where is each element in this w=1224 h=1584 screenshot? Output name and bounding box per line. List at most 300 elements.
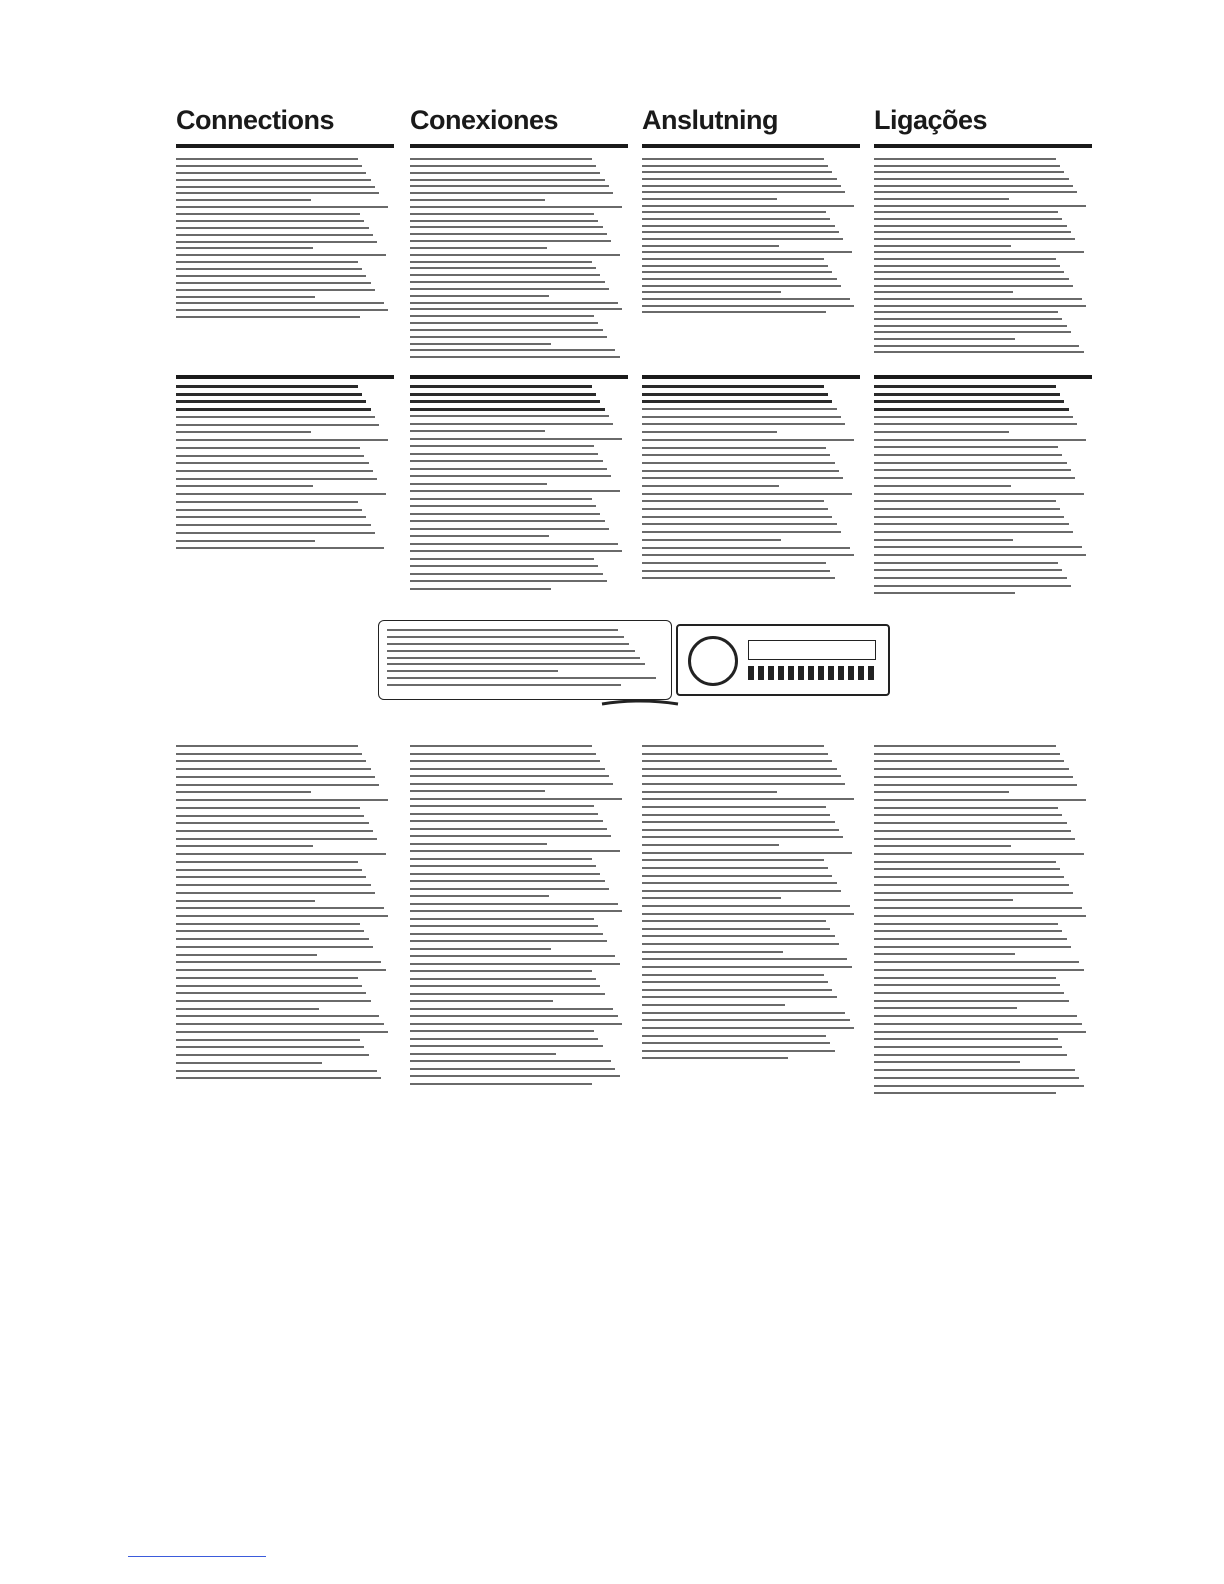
text-line (410, 903, 618, 905)
text-line (874, 423, 1077, 425)
text-line (642, 191, 845, 193)
text-line (410, 445, 594, 447)
text-line (176, 869, 362, 871)
text-line (874, 439, 1086, 441)
text-line (874, 1092, 1056, 1094)
text-line (874, 271, 1064, 273)
text-line (642, 462, 835, 464)
text-line (874, 338, 1015, 340)
text-line (410, 1068, 615, 1070)
text-line (410, 573, 603, 575)
text-line (176, 815, 364, 817)
text-line (176, 234, 373, 236)
text-line (410, 1030, 594, 1032)
text-line (642, 508, 828, 510)
text-line (176, 431, 311, 433)
text-line (642, 1019, 850, 1021)
text-line (176, 1054, 369, 1056)
text-line (642, 1057, 788, 1059)
text-line (642, 829, 839, 831)
text-line (176, 302, 384, 304)
text-line (410, 565, 598, 567)
text-line (874, 431, 1009, 433)
text-line (176, 961, 381, 963)
text-line (874, 211, 1058, 213)
text-line (176, 509, 362, 511)
button-row (748, 666, 874, 680)
text-line (176, 977, 358, 979)
text-line (874, 961, 1079, 963)
text-line (642, 920, 826, 922)
text-line (874, 868, 1060, 870)
text-line (410, 985, 600, 987)
text-line (410, 865, 596, 867)
text-line (874, 539, 1013, 541)
text-line (410, 400, 600, 403)
text-line (410, 760, 600, 762)
text-line (176, 768, 371, 770)
column-title-conexiones: Conexiones (410, 105, 559, 135)
text-line (642, 981, 828, 983)
text-line (642, 218, 830, 220)
text-line (874, 351, 1084, 353)
text-line (176, 206, 388, 208)
text-line (874, 1007, 1017, 1009)
text-line (642, 1004, 785, 1006)
text-line (410, 745, 592, 747)
text-line (642, 1050, 835, 1052)
section-rule (642, 375, 860, 379)
text-line (642, 577, 835, 579)
text-line (176, 985, 362, 987)
text-line (410, 490, 620, 492)
text-line (642, 431, 777, 433)
text-line (874, 516, 1064, 518)
text-line (176, 1077, 381, 1079)
text-line (410, 308, 622, 310)
text-block-col2-mid (410, 385, 624, 595)
text-line (874, 1031, 1086, 1033)
text-block-col4-bottom (874, 745, 1088, 1100)
text-line (410, 185, 609, 187)
caution-callout-box (378, 620, 672, 700)
text-line (874, 1038, 1058, 1040)
text-line (410, 247, 547, 249)
text-line (874, 592, 1015, 594)
text-line (874, 760, 1064, 762)
text-line (410, 513, 600, 515)
text-line (874, 185, 1073, 187)
text-line (642, 814, 830, 816)
text-line (642, 178, 837, 180)
text-line (176, 227, 369, 229)
text-line (176, 969, 386, 971)
text-line (874, 946, 1071, 948)
text-line (874, 930, 1062, 932)
text-line (410, 165, 596, 167)
text-line (176, 892, 375, 894)
text-line (176, 296, 315, 298)
text-line (387, 636, 624, 638)
text-line (410, 1060, 611, 1062)
text-line (410, 1015, 618, 1017)
text-line (410, 888, 609, 890)
text-line (176, 393, 362, 396)
text-block-col4-top (874, 158, 1088, 358)
text-line (410, 955, 615, 957)
text-line (874, 554, 1086, 556)
text-line (874, 1015, 1077, 1017)
text-line (874, 225, 1067, 227)
text-line (410, 475, 611, 477)
text-line (410, 850, 620, 852)
text-line (642, 1012, 845, 1014)
text-line (642, 935, 835, 937)
text-line (176, 186, 375, 188)
text-line (410, 1023, 622, 1025)
text-line (176, 853, 386, 855)
text-line (176, 845, 313, 847)
text-line (176, 158, 358, 160)
text-line (410, 580, 607, 582)
text-line (176, 213, 360, 215)
text-line (642, 913, 854, 915)
text-line (642, 966, 852, 968)
text-line (410, 835, 611, 837)
text-line (874, 238, 1075, 240)
text-block-col1-bottom (176, 745, 390, 1085)
text-line (642, 996, 837, 998)
text-line (874, 178, 1069, 180)
text-line (642, 760, 832, 762)
text-line (642, 500, 824, 502)
text-line (410, 1083, 592, 1085)
text-line (874, 953, 1015, 955)
text-line (642, 1035, 826, 1037)
text-line (642, 454, 830, 456)
text-line (642, 882, 837, 884)
text-line (642, 554, 854, 556)
text-line (642, 393, 828, 396)
text-line (642, 1027, 854, 1029)
text-line (642, 745, 824, 747)
text-line (176, 192, 379, 194)
text-line (874, 838, 1075, 840)
text-line (642, 897, 781, 899)
text-line (176, 900, 315, 902)
text-line (874, 1061, 1020, 1063)
text-line (410, 783, 613, 785)
pointer-arrow-icon (600, 694, 680, 710)
text-line (874, 258, 1056, 260)
title-rule (176, 144, 394, 148)
text-line (874, 1046, 1062, 1048)
text-line (410, 1000, 553, 1002)
text-block-col3-top (642, 158, 856, 318)
text-line (176, 275, 366, 277)
text-block-col3-mid (642, 385, 856, 585)
text-line (874, 776, 1073, 778)
text-line (176, 540, 315, 542)
text-line (642, 271, 832, 273)
text-line (642, 439, 854, 441)
text-line (176, 282, 371, 284)
text-line (176, 1015, 379, 1017)
text-line (874, 546, 1082, 548)
text-line (176, 524, 371, 526)
text-line (874, 462, 1067, 464)
text-line (874, 577, 1067, 579)
text-line (874, 311, 1058, 313)
text-line (176, 923, 360, 925)
text-line (176, 385, 358, 388)
text-line (642, 298, 850, 300)
text-line (874, 745, 1056, 747)
text-line (410, 1038, 598, 1040)
text-line (874, 165, 1060, 167)
text-line (176, 1070, 377, 1072)
text-line (387, 677, 656, 679)
text-line (642, 791, 777, 793)
text-line (642, 821, 835, 823)
text-line (874, 508, 1060, 510)
text-line (176, 1046, 364, 1048)
text-line (410, 468, 607, 470)
text-line (642, 251, 852, 253)
text-line (176, 745, 358, 747)
text-line (642, 844, 779, 846)
text-line (874, 784, 1077, 786)
text-line (410, 192, 613, 194)
text-line (410, 343, 551, 345)
text-line (410, 199, 545, 201)
text-line (874, 1054, 1067, 1056)
text-line (176, 1062, 322, 1064)
text-line (176, 247, 313, 249)
text-line (642, 806, 826, 808)
text-line (387, 629, 618, 631)
text-line (874, 191, 1077, 193)
car-stereo-front-panel-icon (676, 624, 890, 696)
text-line (410, 873, 600, 875)
text-line (410, 790, 545, 792)
text-line (642, 285, 841, 287)
text-line (410, 588, 551, 590)
volume-knob-icon (688, 636, 738, 686)
text-line (410, 213, 594, 215)
text-line (874, 318, 1062, 320)
text-line (874, 853, 1084, 855)
text-line (642, 928, 830, 930)
text-line (642, 305, 854, 307)
text-line (176, 408, 371, 411)
text-line (176, 424, 379, 426)
text-line (642, 238, 843, 240)
text-line (176, 179, 371, 181)
text-line (874, 768, 1069, 770)
text-line (874, 984, 1060, 986)
text-line (176, 830, 373, 832)
text-block-col2-top (410, 158, 624, 363)
text-line (176, 501, 358, 503)
text-line (874, 485, 1011, 487)
text-line (410, 768, 605, 770)
text-line (874, 569, 1062, 571)
text-line (176, 776, 375, 778)
title-rule (874, 144, 1092, 148)
text-line (410, 233, 607, 235)
text-line (410, 281, 605, 283)
text-line (410, 438, 622, 440)
text-line (642, 231, 839, 233)
title-rule (642, 144, 860, 148)
section-rule (874, 375, 1092, 379)
text-line (410, 820, 603, 822)
text-line (642, 416, 841, 418)
text-line (874, 562, 1058, 564)
title-rule (410, 144, 628, 148)
text-line (642, 205, 854, 207)
text-line (176, 876, 366, 878)
text-line (874, 861, 1056, 863)
text-line (874, 523, 1069, 525)
text-block-col1-top (176, 158, 390, 323)
text-line (642, 1042, 830, 1044)
text-line (642, 943, 839, 945)
text-line (410, 558, 594, 560)
text-line (176, 799, 388, 801)
text-line (874, 753, 1060, 755)
text-line (176, 165, 362, 167)
text-line (642, 958, 847, 960)
text-line (410, 423, 613, 425)
text-line (874, 385, 1056, 388)
text-line (874, 393, 1060, 396)
text-line (410, 206, 622, 208)
text-line (874, 1023, 1082, 1025)
text-line (642, 493, 852, 495)
text-line (642, 989, 832, 991)
text-line (642, 477, 843, 479)
text-line (176, 455, 364, 457)
text-line (874, 799, 1086, 801)
column-title-connections: Connections (176, 105, 335, 135)
text-line (642, 291, 781, 293)
text-line (642, 753, 828, 755)
text-line (642, 385, 824, 388)
text-line (874, 884, 1069, 886)
text-line (874, 807, 1058, 809)
text-line (874, 218, 1062, 220)
text-line (642, 951, 783, 953)
text-line (410, 393, 596, 396)
text-block-col3-bottom (642, 745, 856, 1065)
text-line (176, 485, 313, 487)
text-line (874, 331, 1071, 333)
text-line (410, 895, 549, 897)
text-line (410, 505, 596, 507)
text-line (642, 225, 835, 227)
text-line (410, 498, 592, 500)
text-line (176, 416, 375, 418)
text-line (642, 211, 826, 213)
text-line (410, 274, 600, 276)
text-line (874, 1085, 1084, 1087)
section-rule (410, 375, 628, 379)
text-line (410, 880, 605, 882)
footer-link-underline[interactable] (128, 1556, 266, 1557)
text-line (410, 858, 592, 860)
text-line (874, 531, 1073, 533)
text-line (874, 915, 1086, 917)
text-line (874, 446, 1058, 448)
text-line (410, 970, 592, 972)
text-line (874, 822, 1067, 824)
text-line (410, 322, 598, 324)
text-line (410, 535, 549, 537)
text-line (387, 657, 640, 659)
text-line (410, 179, 605, 181)
text-line (874, 477, 1075, 479)
text-line (176, 493, 386, 495)
text-line (410, 172, 600, 174)
text-line (410, 978, 596, 980)
text-line (410, 415, 609, 417)
text-line (410, 267, 596, 269)
text-line (874, 198, 1009, 200)
text-line (176, 907, 384, 909)
text-line (176, 268, 362, 270)
text-line (874, 899, 1013, 901)
text-line (176, 791, 311, 793)
text-line (176, 1008, 319, 1010)
text-line (176, 784, 379, 786)
text-line (874, 845, 1011, 847)
text-line (410, 261, 592, 263)
text-line (874, 325, 1067, 327)
text-line (410, 408, 605, 411)
text-line (642, 311, 826, 313)
text-line (874, 171, 1064, 173)
text-line (176, 470, 373, 472)
text-line (410, 918, 594, 920)
text-line (410, 543, 618, 545)
text-block-col2-bottom (410, 745, 624, 1090)
text-line (642, 905, 850, 907)
text-line (410, 295, 549, 297)
text-line (410, 963, 620, 965)
text-line (410, 843, 547, 845)
text-line (387, 643, 629, 645)
text-line (642, 198, 777, 200)
text-line (874, 416, 1073, 418)
text-line (642, 562, 826, 564)
text-block-col1-mid[interactable] (176, 385, 390, 555)
text-line (410, 336, 607, 338)
text-line (176, 1000, 371, 1002)
text-line (176, 807, 360, 809)
text-line (410, 550, 622, 552)
text-line (176, 516, 366, 518)
text-line (410, 329, 603, 331)
callout-text (387, 629, 659, 691)
text-line (176, 1023, 384, 1025)
text-line (410, 528, 609, 530)
section-rule (176, 375, 394, 379)
text-line (874, 408, 1069, 411)
text-block-col4-mid (874, 385, 1088, 600)
text-line (642, 768, 837, 770)
